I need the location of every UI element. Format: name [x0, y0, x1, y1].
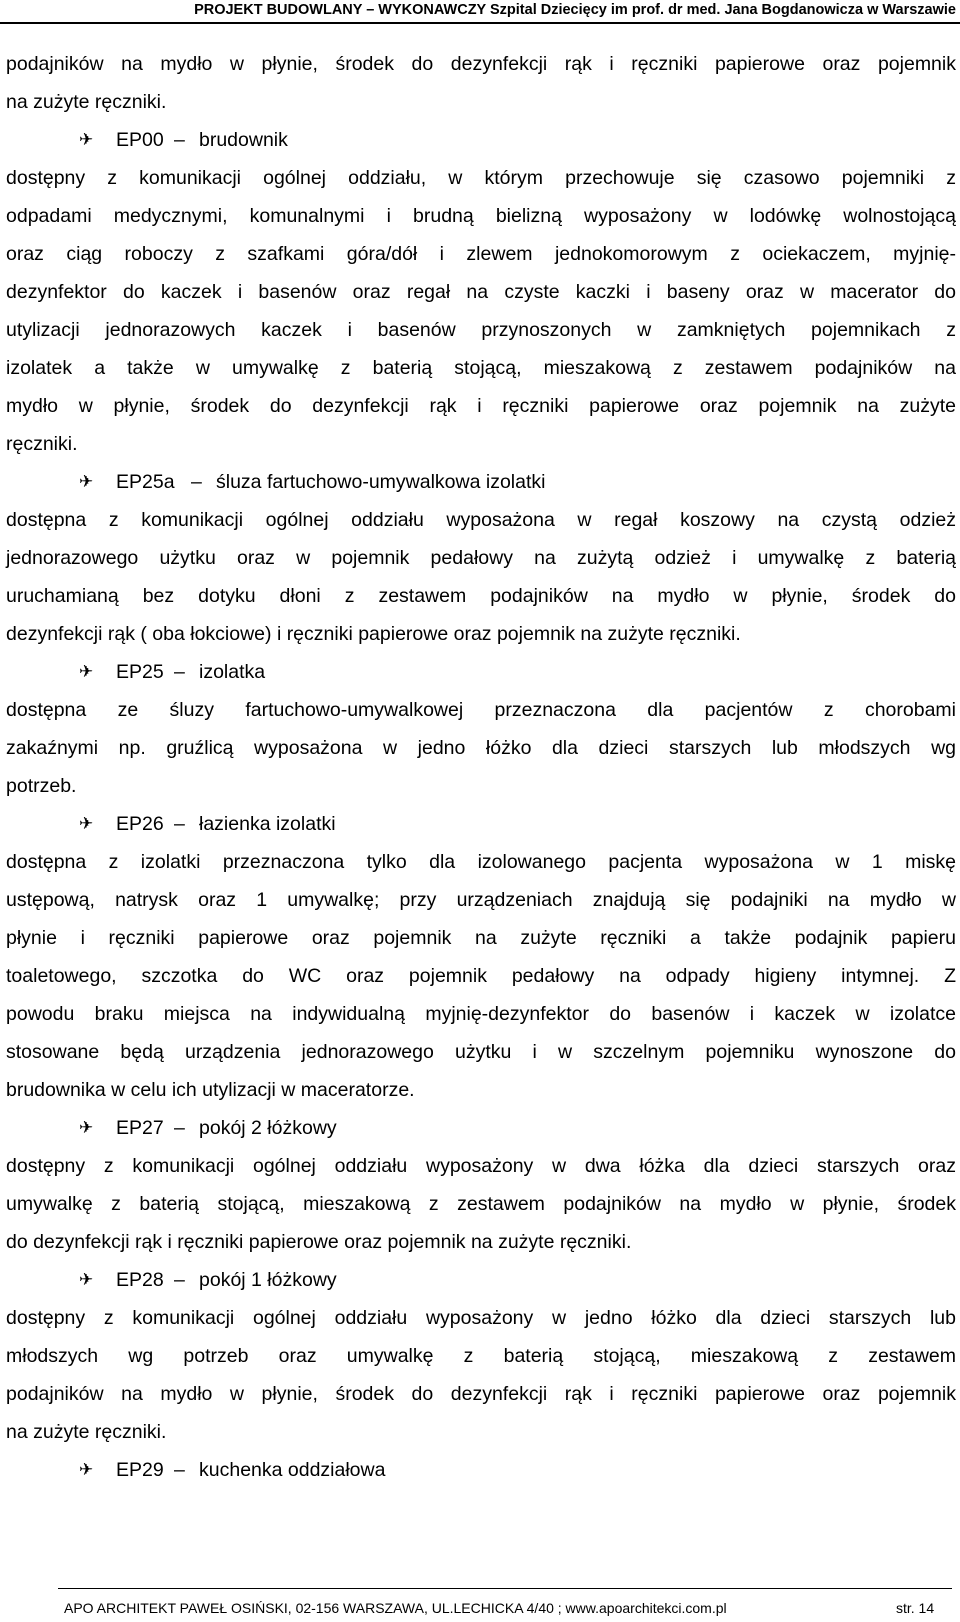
text-line: izolatek a także w umywalkę z baterią stojącą, mieszakową z zestawem podajników na — [6, 357, 956, 379]
text-line: do dezynfekcji rąk i ręczniki papierowe oraz pojemnik na zużyte ręczniki. — [6, 1231, 632, 1253]
text-line: dezynfektor do kaczek i basenów oraz regał na czyste kaczki i baseny oraz w macerator do — [6, 281, 956, 303]
text-line: dostępny z komunikacji ogólnej oddziału, w którym przechowuje się czasowo pojemniki z — [6, 167, 956, 189]
page-footer — [0, 1584, 960, 1622]
room-code: EP29 — [116, 1459, 164, 1481]
text-line: potrzeb. — [6, 775, 77, 797]
text-line: dostępna z komunikacji ogólnej oddziału wyposażona w regał koszowy na czystą odzież — [6, 509, 956, 531]
text-line: brudownika w celu ich utylizacji w maceratorze. — [6, 1079, 415, 1101]
text-line: na zużyte ręczniki. — [6, 91, 167, 113]
section-heading — [6, 811, 956, 849]
footer-address: APO ARCHITEKT PAWEŁ OSIŃSKI, 02-156 WARSZAWA, UL.LECHICKA 4/40 ; www.apoarchitekci.com.pl — [64, 1600, 727, 1616]
text-line: mydło w płynie, środek do dezynfekcji rąk i ręczniki papierowe oraz pojemnik na zużyte — [6, 395, 956, 417]
section-heading — [6, 127, 956, 165]
room-title: izolatka — [199, 661, 266, 683]
airplane-bullet-icon: ✈ — [79, 662, 94, 681]
text-line: płynie i ręczniki papierowe oraz pojemnik na zużyte ręczniki a także podajnik papieru — [6, 927, 956, 949]
text-line: umywalkę z baterią stojącą, mieszakową z zestawem podajników na mydło w płynie, środek — [6, 1193, 956, 1215]
text-line: dostępny z komunikacji ogólnej oddziału wyposażony w jedno łóżko dla dzieci starszych lub — [6, 1307, 956, 1329]
room-code: EP25a — [116, 471, 175, 493]
text-line: podajników na mydło w płynie, środek do dezynfekcji rąk i ręczniki papierowe oraz pojemnik — [6, 53, 956, 75]
text-line: młodszych wg potrzeb oraz umywalkę z baterią stojącą, mieszakową z zestawem — [6, 1345, 956, 1367]
airplane-bullet-icon: ✈ — [79, 1270, 94, 1289]
section-heading — [6, 1457, 956, 1495]
section-heading — [6, 659, 956, 697]
text-line: dostępna z izolatki przeznaczona tylko dla izolowanego pacjenta wyposażona w 1 miskę — [6, 851, 956, 873]
text-line: dostępny z komunikacji ogólnej oddziału wyposażony w dwa łóżka dla dzieci starszych oraz — [6, 1155, 956, 1177]
room-code: EP26 — [116, 813, 164, 835]
text-line: ręczniki. — [6, 433, 78, 455]
airplane-bullet-icon: ✈ — [79, 472, 94, 491]
heading-dash: – — [174, 661, 185, 683]
document-body — [6, 51, 956, 1495]
header-title: PROJEKT BUDOWLANY – WYKONAWCZY Szpital Dziecięcy im prof. dr med. Jana Bogdanowicza w Warszawie — [194, 2, 956, 18]
text-line: toaletowego, szczotka do WC oraz pojemnik pedałowy na odpady higieny intymnej. Z — [6, 965, 956, 987]
room-title: pokój 1 łóżkowy — [199, 1269, 337, 1291]
text-line: utylizacji jednorazowych kaczek i basenów przynoszonych w zamkniętych pojemnikach z — [6, 319, 956, 341]
text-line: stosowane będą urządzenia jednorazowego użytku i w szczelnym pojemniku wynoszone do — [6, 1041, 956, 1063]
text-line: uruchamianą bez dotyku dłoni z zestawem podajników na mydło w płynie, środek do — [6, 585, 956, 607]
footer-rule — [58, 1588, 952, 1589]
heading-dash: – — [174, 813, 185, 835]
section-heading — [6, 1115, 956, 1153]
room-code: EP25 — [116, 661, 164, 683]
text-line: na zużyte ręczniki. — [6, 1421, 167, 1443]
room-title: brudownik — [199, 129, 288, 151]
text-line: dezynfekcji rąk ( oba łokciowe) i ręczniki papierowe oraz pojemnik na zużyte ręczniki. — [6, 623, 741, 645]
text-line: ustępową, natrysk oraz 1 umywalkę; przy urządzeniach znajdują się podajniki na mydło w — [6, 889, 956, 911]
airplane-bullet-icon: ✈ — [79, 1118, 94, 1137]
room-title: śluza fartuchowo-umywalkowa izolatki — [216, 471, 546, 493]
section-heading — [6, 1267, 956, 1305]
page-number: str. 14 — [896, 1600, 935, 1616]
text-line: zakaźnymi np. gruźlicą wyposażona w jedno łóżko dla dzieci starszych lub młodszych wg — [6, 737, 956, 759]
heading-dash: – — [174, 1269, 185, 1291]
header-rule — [0, 22, 960, 24]
heading-dash: – — [191, 471, 202, 493]
room-title: kuchenka oddziałowa — [199, 1459, 386, 1481]
heading-dash: – — [174, 1459, 185, 1481]
page-header — [0, 0, 960, 26]
text-line: odpadami medycznymi, komunalnymi i brudną bielizną wyposażony w lodówkę wolnostojącą — [6, 205, 956, 227]
text-line: jednorazowego użytku oraz w pojemnik pedałowy na zużytą odzież i umywalkę z baterią — [6, 547, 956, 569]
room-code: EP00 — [116, 129, 164, 151]
airplane-bullet-icon: ✈ — [79, 130, 94, 149]
airplane-bullet-icon: ✈ — [79, 814, 94, 833]
airplane-bullet-icon: ✈ — [79, 1460, 94, 1479]
text-line: oraz ciąg roboczy z szafkami góra/dół i zlewem jednokomorowym z ociekaczem, myjnię- — [6, 243, 956, 265]
text-line: dostępna ze śluzy fartuchowo-umywalkowej przeznaczona dla pacjentów z chorobami — [6, 699, 956, 721]
heading-dash: – — [174, 129, 185, 151]
text-line: powodu braku miejsca na indywidualną myjnię-dezynfektor do basenów i kaczek w izolatce — [6, 1003, 956, 1025]
heading-dash: – — [174, 1117, 185, 1139]
room-title: pokój 2 łóżkowy — [199, 1117, 337, 1139]
room-code: EP27 — [116, 1117, 164, 1139]
section-heading — [6, 469, 956, 507]
room-title: łazienka izolatki — [199, 813, 336, 835]
text-line: podajników na mydło w płynie, środek do dezynfekcji rąk i ręczniki papierowe oraz pojemnik — [6, 1383, 956, 1405]
room-code: EP28 — [116, 1269, 164, 1291]
